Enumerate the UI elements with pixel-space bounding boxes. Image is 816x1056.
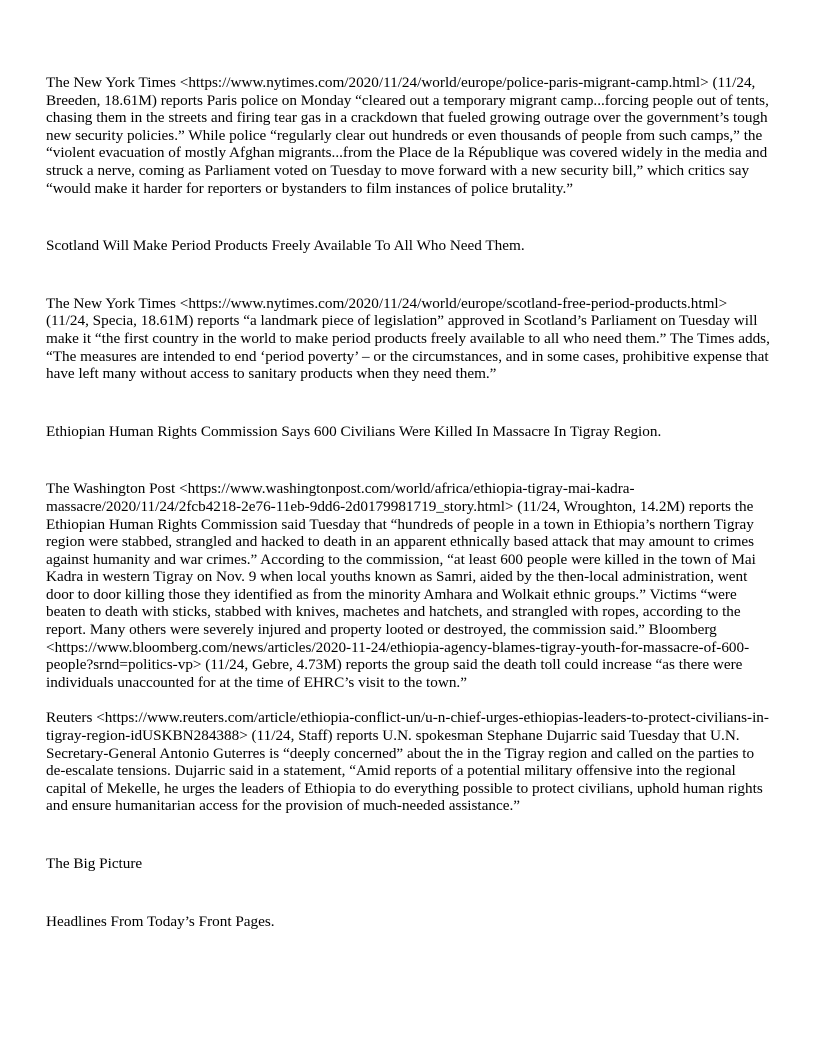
paragraph-wapo-ethiopia: The Washington Post <https://www.washingtonpost.com/world/africa/ethiopia-tigray-mai-kadra-massacre/2020/11/24/2fcb4218-2e76-11eb-9dd6-2d0179981719_story.html> (11/24, Wroughton, 14.2M) reports the Ethiopian Human Rights Commission said Tuesday that “hundreds of people in a town in Ethiopia’s northern Tigray region were stabbed, strangled and hacked to death in an apparent ethnically based attack that may amount to crimes against humanity and war crimes.” According to the commission, “at least 600 people were killed in the town of Mai Kadra in western Tigray on Nov. 9 when local youths known as Samri, aided by the then-local administration, went door to door killing those they identified as from the minority Amhara and Wolkait ethnic groups.” Victims “were beaten to death with sticks, stabbed with knives, machetes and hatchets, and strangled with ropes, according to the report. Many others were severely injured and property looted or destroyed, the commission said.” Bloomberg <https://www.bloomberg.com/news/articles/2020-11-24/ethiopia-agency-blames-tigray-youth-for-massacre-of-600-people?srnd=politics-vp> (11/24, Gebre, 4.73M) reports the group said the death toll could increase “as there were individuals unaccounted for at the time of EHRC’s visit to the town.” xyxy=(46,480,756,691)
paragraph-nyt-scotland: The New York Times <https://www.nytimes.com/2020/11/24/world/europe/scotland-free-period-products.html> (11/24, Specia, 18.61M) reports “a landmark piece of legislation” approved in Scotland’s Parliament on Tuesday will make it “the first country in the world to make period products freely available to all who need them.” The Times adds, “The measures are intended to end ‘period poverty’ – or the circumstances, and in some cases, prohibitive expense that have left many without access to sanitary products when they need them.” xyxy=(46,294,770,383)
paragraph-reuters-ethiopia: Reuters <https://www.reuters.com/article/ethiopia-conflict-un/u-n-chief-urges-ethiopias-leaders-to-protect-civilians-in-tigray-region-idUSKBN284388> (11/24, Staff) reports U.N. spokesman Stephane Dujarric said Tuesday that U.N. Secretary-General Antonio Guterres is “deeply concerned” about the in the Tigray region and called on the parties to de-escalate tensions. Dujarric said in a statement, “Amid reports of a potential military offensive into the regional capital of Mekelle, he urges the leaders of Ethiopia to do everything possible to protect civilians, uphold human rights and ensure humanitarian access for the provision of much-needed assistance.” xyxy=(46,709,769,815)
spacer xyxy=(46,873,772,913)
headline-scotland: Scotland Will Make Period Products Freely Available To All Who Need Them. xyxy=(46,237,525,255)
spacer xyxy=(46,383,772,423)
section-title-headlines: Headlines From Today’s Front Pages. xyxy=(46,912,275,930)
document-page xyxy=(46,74,772,930)
spacer xyxy=(46,815,772,855)
spacer xyxy=(46,197,772,237)
paragraph-nyt-paris: The New York Times <https://www.nytimes.com/2020/11/24/world/europe/police-paris-migrant-camp.html> (11/24, Breeden, 18.61M) reports Paris police on Monday “cleared out a temporary migrant camp...forcing people out of tents, chasing them in the streets and firing tear gas in a crackdown that fueled growing outrage over the government’s tough new security policies.” While police “regularly clear out hundreds or even thousands of people from such camps,” the “violent evacuation of mostly Afghan migrants...from the Place de la République was covered widely in the media and struck a nerve, coming as Parliament voted on Tuesday to move forward with a new security bill,” which critics say “would make it harder for reporters or bystanders to film instances of police brutality.” xyxy=(46,74,769,197)
section-title-big-picture: The Big Picture xyxy=(46,855,143,872)
headline-ethiopia: Ethiopian Human Rights Commission Says 600 Civilians Were Killed In Massacre In Tigray Region. xyxy=(46,422,662,440)
spacer xyxy=(46,255,772,295)
spacer xyxy=(46,440,772,480)
spacer xyxy=(46,691,772,709)
